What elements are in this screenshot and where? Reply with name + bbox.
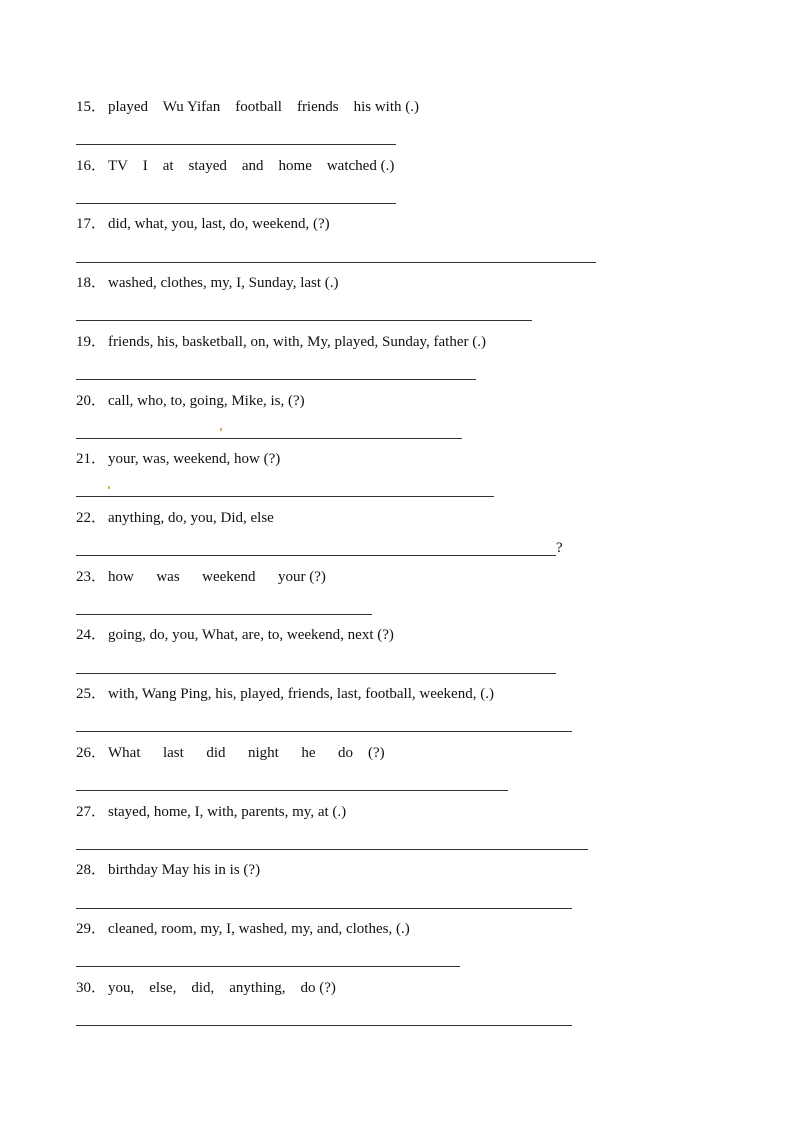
question-27: 27． stayed, home, I, with, parents, my, at (.) (76, 804, 347, 820)
answer-line-16[interactable] (76, 203, 396, 204)
answer-line-20[interactable] (76, 438, 462, 439)
question-17: 17． did, what, you, last, do, weekend, (?) (76, 216, 330, 232)
answer-line-27[interactable] (76, 849, 588, 850)
stray-mark (220, 428, 222, 431)
question-24: 24． going, do, you, What, are, to, weekend, next (?) (76, 627, 394, 643)
question-23: 23． how was weekend your (?) (76, 569, 326, 585)
question-25: 25． with, Wang Ping, his, played, friends, last, football, weekend, (.) (76, 686, 494, 702)
question-20: 20． call, who, to, going, Mike, is, (?) (76, 393, 305, 409)
question-mark: ? (556, 540, 563, 556)
question-21: 21． your, was, weekend, how (?) (76, 451, 281, 467)
question-29: 29． cleaned, room, my, I, washed, my, and, clothes, (.) (76, 921, 410, 937)
question-28: 28． birthday May his in is (?) (76, 862, 261, 878)
answer-line-26[interactable] (76, 790, 508, 791)
answer-line-25[interactable] (76, 731, 572, 732)
answer-line-24[interactable] (76, 673, 556, 674)
question-30: 30． you, else, did, anything, do (?) (76, 980, 336, 996)
question-22: 22． anything, do, you, Did, else (76, 510, 274, 526)
answer-line-15[interactable] (76, 144, 396, 145)
answer-line-30[interactable] (76, 1025, 572, 1026)
answer-line-28[interactable] (76, 908, 572, 909)
question-19: 19． friends, his, basketball, on, with, My, played, Sunday, father (.) (76, 334, 486, 350)
answer-line-23[interactable] (76, 614, 372, 615)
answer-line-17[interactable] (76, 262, 596, 263)
answer-line-18[interactable] (76, 320, 532, 321)
answer-line-21[interactable] (76, 496, 494, 497)
stray-mark (108, 486, 110, 489)
answer-line-22[interactable] (76, 555, 556, 556)
question-15: 15． played Wu Yifan football friends his with (.) (76, 99, 420, 115)
question-18: 18． washed, clothes, my, I, Sunday, last (.) (76, 275, 339, 291)
question-26: 26． What last did night he do (?) (76, 745, 385, 761)
answer-line-29[interactable] (76, 966, 460, 967)
answer-line-19[interactable] (76, 379, 476, 380)
question-16: 16． TV I at stayed and home watched (.) (76, 158, 395, 174)
